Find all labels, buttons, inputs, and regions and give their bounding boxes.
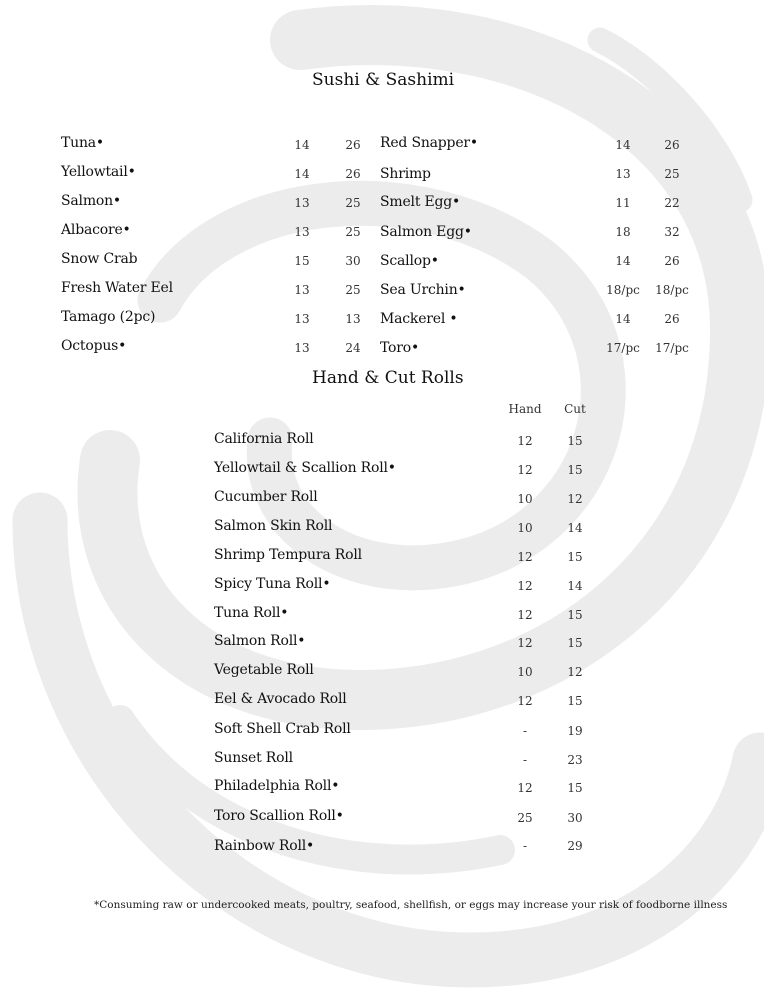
- sushi-item-price-2: 17/pc: [655, 341, 689, 355]
- sushi-item-name: Octopus•: [61, 338, 127, 354]
- sushi-item-price-1: 13: [294, 341, 310, 355]
- roll-item-hand-price: 12: [517, 434, 533, 448]
- roll-item-cut-price: 29: [567, 839, 583, 853]
- roll-item-name: Vegetable Roll: [214, 662, 314, 678]
- sushi-item-name: Snow Crab: [61, 251, 138, 267]
- column-header-cut: Cut: [564, 402, 586, 416]
- sushi-item-price-2: 30: [345, 254, 361, 268]
- sushi-item-price-2: 25: [345, 225, 361, 239]
- roll-item-cut-price: 15: [567, 694, 583, 708]
- sushi-item-price-1: 13: [615, 167, 631, 181]
- sushi-item-price-2: 25: [345, 196, 361, 210]
- roll-item-hand-price: 12: [517, 463, 533, 477]
- sushi-item-name: Tuna•: [61, 135, 104, 151]
- sushi-sashimi-title: Sushi & Sashimi: [312, 70, 455, 90]
- sushi-item-name: Fresh Water Eel: [61, 280, 173, 296]
- sushi-item-price-2: 26: [664, 254, 680, 268]
- sushi-item-price-1: 13: [294, 225, 310, 239]
- sushi-item-name: Toro•: [380, 340, 420, 356]
- sushi-item-price-2: 32: [664, 225, 680, 239]
- sushi-item-name: Red Snapper•: [380, 135, 478, 151]
- roll-item-cut-price: 15: [567, 636, 583, 650]
- roll-item-hand-price: 10: [517, 665, 533, 679]
- roll-item-name: California Roll: [214, 431, 314, 447]
- sushi-item-price-2: 24: [345, 341, 361, 355]
- sushi-item-price-1: 14: [615, 254, 631, 268]
- sushi-item-price-1: 15: [294, 254, 310, 268]
- roll-item-name: Salmon Skin Roll: [214, 518, 333, 534]
- sushi-item-name: Salmon Egg•: [380, 224, 472, 240]
- sushi-item-name: Mackerel •: [380, 311, 458, 327]
- sushi-item-price-1: 13: [294, 312, 310, 326]
- roll-item-hand-price: 10: [517, 521, 533, 535]
- sushi-item-price-2: 25: [664, 167, 680, 181]
- roll-item-name: Toro Scallion Roll•: [214, 808, 344, 824]
- roll-item-hand-price: -: [522, 724, 528, 738]
- sushi-item-name: Sea Urchin•: [380, 282, 466, 298]
- sushi-item-price-2: 26: [664, 138, 680, 152]
- roll-item-cut-price: 12: [567, 492, 583, 506]
- roll-item-cut-price: 15: [567, 550, 583, 564]
- sushi-item-price-2: 18/pc: [655, 283, 689, 297]
- roll-item-cut-price: 23: [567, 753, 583, 767]
- roll-item-name: Philadelphia Roll•: [214, 778, 340, 794]
- roll-item-name: Spicy Tuna Roll•: [214, 576, 331, 592]
- roll-item-name: Tuna Roll•: [214, 605, 289, 621]
- roll-item-cut-price: 30: [567, 811, 583, 825]
- sushi-item-name: Albacore•: [61, 222, 131, 238]
- roll-item-name: Cucumber Roll: [214, 489, 318, 505]
- sushi-item-name: Salmon•: [61, 193, 121, 209]
- roll-item-hand-price: 12: [517, 781, 533, 795]
- roll-item-hand-price: -: [522, 753, 528, 767]
- sushi-item-price-1: 17/pc: [606, 341, 640, 355]
- roll-item-name: Yellowtail & Scallion Roll•: [214, 460, 396, 476]
- sushi-item-price-2: 22: [664, 196, 680, 210]
- roll-item-hand-price: 12: [517, 550, 533, 564]
- roll-item-name: Sunset Roll: [214, 750, 293, 766]
- roll-item-name: Rainbow Roll•: [214, 838, 315, 854]
- sushi-item-price-1: 14: [615, 138, 631, 152]
- roll-item-cut-price: 15: [567, 781, 583, 795]
- sushi-item-price-1: 18: [615, 225, 631, 239]
- roll-item-cut-price: 15: [567, 434, 583, 448]
- sushi-item-price-2: 26: [345, 138, 361, 152]
- roll-item-name: Salmon Roll•: [214, 633, 306, 649]
- sushi-item-price-2: 26: [345, 167, 361, 181]
- sushi-item-price-1: 14: [294, 167, 310, 181]
- sushi-item-price-1: 11: [615, 196, 631, 210]
- roll-item-hand-price: 12: [517, 694, 533, 708]
- sushi-item-price-2: 13: [345, 312, 361, 326]
- roll-item-hand-price: 25: [517, 811, 533, 825]
- roll-item-hand-price: 12: [517, 608, 533, 622]
- roll-item-cut-price: 19: [567, 724, 583, 738]
- roll-item-hand-price: 12: [517, 579, 533, 593]
- roll-item-name: Shrimp Tempura Roll: [214, 547, 362, 563]
- sushi-item-price-1: 13: [294, 283, 310, 297]
- sushi-item-price-1: 14: [294, 138, 310, 152]
- sushi-item-price-1: 13: [294, 196, 310, 210]
- roll-item-hand-price: 12: [517, 636, 533, 650]
- roll-item-cut-price: 15: [567, 608, 583, 622]
- roll-item-cut-price: 14: [567, 579, 583, 593]
- roll-item-hand-price: 10: [517, 492, 533, 506]
- sushi-item-name: Yellowtail•: [61, 164, 136, 180]
- column-header-hand: Hand: [508, 402, 542, 416]
- sushi-item-price-2: 26: [664, 312, 680, 326]
- roll-item-cut-price: 15: [567, 463, 583, 477]
- roll-item-cut-price: 12: [567, 665, 583, 679]
- sushi-item-price-1: 18/pc: [606, 283, 640, 297]
- roll-item-name: Soft Shell Crab Roll: [214, 721, 351, 737]
- sushi-item-name: Scallop•: [380, 253, 439, 269]
- hand-cut-rolls-title: Hand & Cut Rolls: [312, 368, 464, 388]
- sushi-item-name: Shrimp: [380, 166, 431, 182]
- roll-item-hand-price: -: [522, 839, 528, 853]
- sushi-item-price-1: 14: [615, 312, 631, 326]
- roll-item-name: Eel & Avocado Roll: [214, 691, 347, 707]
- sushi-item-name: Tamago (2pc): [61, 309, 156, 325]
- sushi-item-price-2: 25: [345, 283, 361, 297]
- sushi-item-name: Smelt Egg•: [380, 194, 461, 210]
- roll-item-cut-price: 14: [567, 521, 583, 535]
- raw-food-disclaimer: *Consuming raw or undercooked meats, poultry, seafood, shellfish, or eggs may increase your risk of foodborne illness: [94, 899, 728, 911]
